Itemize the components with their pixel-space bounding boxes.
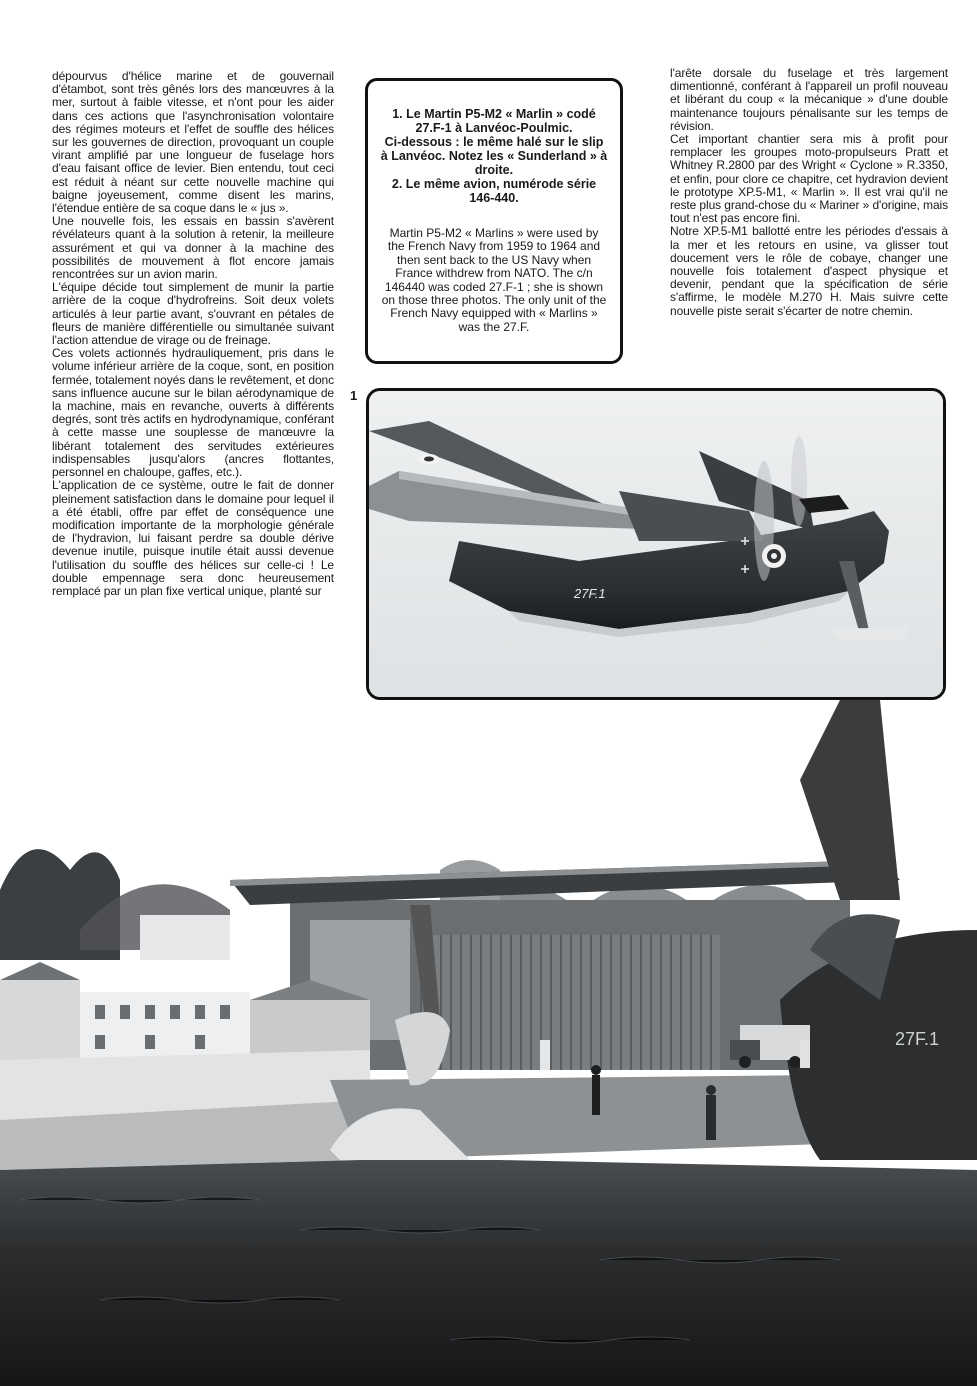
caption-line: 1. Le Martin P5-M2 « Marlin » codé 27.F-1 à Lanvéoc-Poulmic. xyxy=(392,107,596,135)
fuselage-code: 27F.1 xyxy=(574,586,606,601)
photo-1-seaplane-flight xyxy=(369,391,943,697)
photo-caption-box xyxy=(365,78,623,364)
caption-line: 2. Le même avion, numérode série 146-440. xyxy=(391,177,597,205)
caption-french xyxy=(380,107,608,205)
photo-1-frame xyxy=(366,388,946,700)
article-paragraph: L'équipe décide tout simplement de munir la partie arrière de la coque d'hydrofreins. Soit deux volets articulés à leur partie avant, s'ouvrant en pétales de fleurs de manière différentielle ou simultanée suivant l'action attendue de virage ou de freinage. xyxy=(52,280,334,348)
article-paragraph: Ces volets actionnés hydrauliquement, pris dans le volume inférieur arrière de la coque, sont, en position fermée, totalement noyés dans le revêtement, et donc sans influence aucune sur le bilan aérodynamique de la machine, mais en revanche, ouverts à différents degrés, sont très actifs en hydrodynamique, conférant à cette masse une souplesse de manœuvre la libérant totalement des servitudes extérieures indispensables jusqu'alors (ancres flottantes, personnel en chaloupe, gaffes, etc.). xyxy=(52,346,334,480)
article-paragraph: Notre XP.5-M1 ballotté entre les périodes d'essais à la mer et les retours en usine, va glisser tout doucement vers le rôle de cobaye, changer une nouvelle fois totalement d'aspect physique et devenir, pendant que la spécification de série s'affirme, le modèle M.270 H. Mais suivre cette nouvelle piste serait s'écarter de notre chemin. xyxy=(670,224,948,318)
article-paragraph: Cet important chantier sera mis à profit pour remplacer les groupes moto-propulseurs Pratt et Whitney R.2800 par des Wright « Cyclone » R.3350, et enfin, pour clore ce chapitre, cet hydravion devient le prototype XP.5-M1, « Marlin ». Il est vrai qu'il ne reste plus grand-chose du « Mariner » d'origine, mais tout n'est pas encore fini. xyxy=(670,132,948,226)
article-paragraph: Une nouvelle fois, les essais en bassin s'avèrent révélateurs quant à la solution à retenir, la meilleure assurément et qui va donner à la machine des possibilités de mouvement à flot encore jamais rencontrées sur un avion marin. xyxy=(52,214,334,282)
article-column-left xyxy=(52,70,334,598)
article-paragraph: L'application de ce système, outre le fait de donner pleinement satisfaction dans le domaine pour lequel il a été établi, offre par effet de conséquence une modification importante de la morphologie générale de l'hydravion, lui faisant perdre sa double dérive devenue inutile, puisque inutile était aussi devenue l'utilisation du souffle des hélices sur celle-ci ! Le double empennage sera donc heureusement remplacé par un plan fixe vertical unique, planté sur xyxy=(52,478,334,598)
caption-english: Martin P5-M2 « Marlins » were used by the French Navy from 1959 to 1964 and then sent back to the US Navy when France withdrew from NATO. The c/n 146440 was coded 27.F-1 ; she is shown on those three photos. The only unit of the French Navy equipped with « Marlins » was the 27.F. xyxy=(381,226,607,334)
article-paragraph: l'arête dorsale du fuselage et très largement dimentionné, conférant à l'appareil un profil nouveau et libérant du coup « la mécanique » d'une double maintenance toujours pénalisante sur les temps de révision. xyxy=(670,66,948,133)
person-figure xyxy=(800,1040,810,1068)
photo-2-seaplane-on-slipway xyxy=(0,700,977,1386)
article-column-right xyxy=(670,67,948,318)
caption-line: Ci-dessous : le même halé sur le slip à Lanvéoc. Notez les « Sunderland » à droite. xyxy=(380,135,608,177)
article-paragraph: dépourvus d'hélice marine et de gouvernail d'étambot, sont très gênés lors des manœuvres à la mer, surtout à faible vitesse, et n'ont pour les aider dans ces actions que l'asynchronisation volontaire des régimes moteurs et l'effet de souffle des hélices sur les gouvernes de direction, provoquant un couple virant amplifié par une longueur de fuselage hors d'eau faisant office de levier. Bien entendu, tout ceci est réduit à néant sur cette nouvelle machine qui baigne joyeusement, comme disent les marins, l'étendue entière de sa coque dans le « jus ». xyxy=(52,69,334,216)
person-figure xyxy=(706,1095,716,1140)
person-figure xyxy=(540,1040,550,1070)
photo-number: 1 xyxy=(350,388,358,403)
fuselage-code: 27F.1 xyxy=(895,1029,940,1049)
person-figure xyxy=(592,1075,600,1115)
photo-2 xyxy=(0,700,977,1386)
